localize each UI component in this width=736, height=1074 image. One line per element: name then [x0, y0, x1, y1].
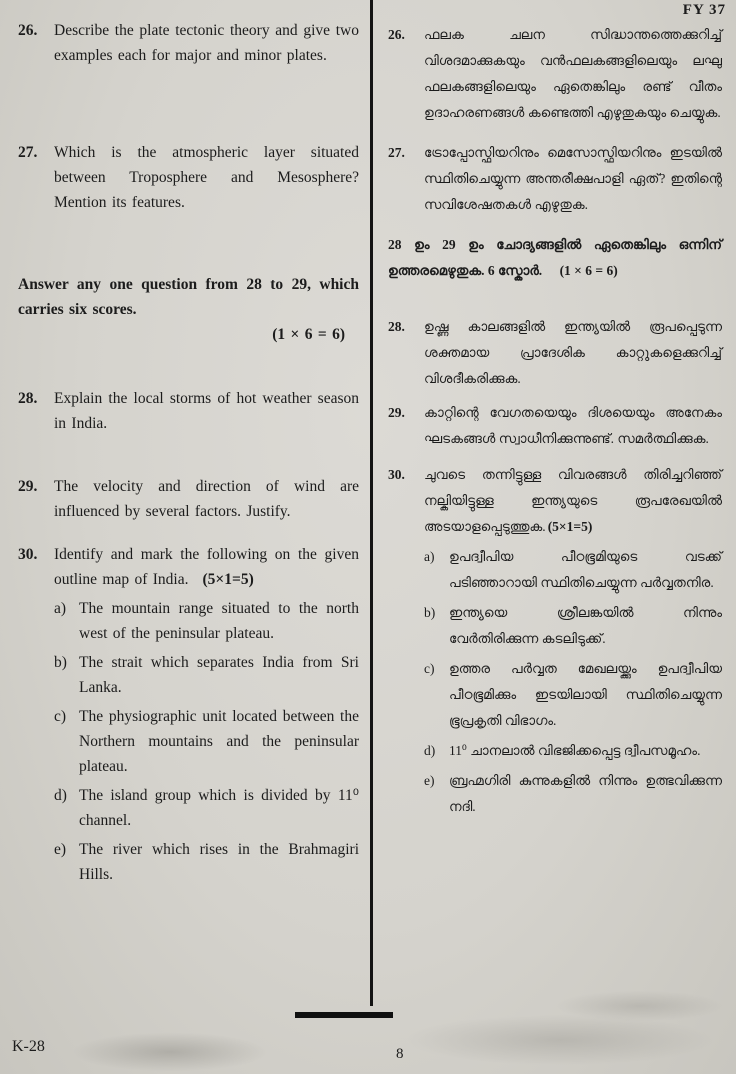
item-label: a)	[54, 600, 67, 617]
map-item-e-en	[54, 837, 359, 887]
item-text: 11⁰ ചാനലാൽ വിഭജിക്കപ്പെട്ട ദ്വീപസമൂഹം.	[449, 743, 701, 758]
map-item-e-ml	[424, 768, 722, 820]
map-item-c-ml	[424, 656, 722, 734]
item-text: ഉത്തര പർവ്വത മേഖലയ്ക്കും ഉപദ്വീപിയ പീഠഭൂമിക്കും ഇടയിലായി സ്ഥിതിചെയ്യുന്ന ഭൂപ്രകൃതി വിഭാഗം.	[449, 661, 722, 728]
map-item-c-en	[54, 704, 359, 779]
question-number: 28.	[388, 319, 405, 334]
question-29-ml	[388, 400, 722, 452]
item-text: ഉപദ്വീപിയ പീഠഭൂമിയുടെ വടക്ക് പടിഞ്ഞാറായി സ്ഥിതിചെയ്യുന്ന പർവ്വതനിര.	[449, 549, 722, 590]
question-30-ml	[388, 462, 722, 820]
item-text: The physiographic unit located between the Northern mountains and the peninsular plateau.	[79, 708, 359, 775]
footer-rule	[295, 1012, 393, 1018]
map-item-d-ml	[424, 738, 722, 764]
map-item-a-ml	[424, 544, 722, 596]
item-label: d)	[424, 743, 436, 758]
item-text: The mountain range situated to the north west of the peninsular plateau.	[79, 600, 359, 642]
map-item-b-en	[54, 650, 359, 700]
item-label: e)	[424, 773, 435, 788]
question-marks: (5×1=5)	[202, 571, 254, 588]
item-label: e)	[54, 841, 67, 858]
question-text: ഫലക ചലന സിദ്ധാന്തത്തെക്കുറിച്ച് വിശദമാക്കുകയും വൻഫലകങ്ങളിലെയും ലഘു ഫലകങ്ങളിലെയും ഏതെങ്കിലും രണ്ട് വീതം ഉദാഹരണങ്ങൾ കണ്ടെത്തി എഴുതുകയും ചെയ്യുക.	[424, 27, 722, 120]
question-27-en	[18, 140, 359, 215]
column-divider-line	[370, 0, 373, 1006]
question-26-en	[18, 18, 359, 68]
paper-code: FY 37	[682, 2, 726, 18]
question-body	[54, 542, 359, 887]
map-item-d-en	[54, 783, 359, 833]
question-text: Describe the plate tectonic theory and give two examples each for major and minor plates.	[54, 22, 359, 64]
question-text: Explain the local storms of hot weather season in India.	[54, 390, 359, 432]
item-label: b)	[424, 605, 436, 620]
section-instruction-ml	[388, 232, 722, 284]
question-marks: (5×1=5)	[547, 519, 593, 534]
question-text: ചുവടെ തന്നിട്ടുള്ള വിവരങ്ങൾ തിരിച്ചറിഞ്ഞ് നല്കിയിട്ടുള്ള ഇന്ത്യയുടെ രൂപരേഖയിൽ അടയാളപ്പെടുത്തുക.	[424, 467, 722, 534]
question-number: 27.	[388, 145, 405, 160]
question-number: 27.	[18, 144, 38, 161]
map-item-b-ml	[424, 600, 722, 652]
question-number: 30.	[388, 467, 405, 482]
item-text: The river which rises in the Brahmagiri Hills.	[79, 841, 359, 883]
question-28-ml	[388, 314, 722, 392]
question-text: കാറ്റിന്റെ വേഗതയെയും ദിശയെയും അനേകം ഘടകങ്ങൾ സ്വാധീനിക്കുന്നുണ്ട്. സമർത്ഥിക്കുക.	[424, 405, 722, 446]
question-number: 30.	[18, 546, 38, 563]
malayalam-column	[388, 0, 722, 820]
item-label: c)	[424, 661, 435, 676]
map-item-a-en	[54, 596, 359, 646]
question-30-en	[18, 542, 359, 887]
question-29-en	[18, 474, 359, 524]
question-number: 26.	[18, 22, 38, 39]
question-body	[424, 462, 722, 820]
question-number: 28.	[18, 390, 38, 407]
question-number: 26.	[388, 27, 405, 42]
instruction-text: 28 ഉം 29 ഉം ചോദ്യങ്ങളിൽ ഏതെങ്കിലും ഒന്നിന് ഉത്തരമെഴുതുക. 6 സ്കോർ.	[388, 237, 722, 278]
question-number: 29.	[388, 405, 405, 420]
question-text: The velocity and direction of wind are influenced by several factors. Justify.	[54, 478, 359, 520]
question-text: ഉഷ്ണ കാലങ്ങളിൽ ഇന്ത്യയിൽ രൂപപ്പെടുന്ന ശക്തമായ പ്രാദേശിക കാറ്റുകളെക്കുറിച്ച് വിശദീകരിക്കുക.	[424, 319, 722, 386]
item-text: ഇന്ത്യയെ ശ്രീലങ്കയിൽ നിന്നും വേർതിരിക്കുന്ന കടലിടുക്ക്.	[449, 605, 722, 646]
item-label: c)	[54, 708, 67, 725]
question-text: Which is the atmospheric layer situated between Troposphere and Mesosphere? Mention its features.	[54, 144, 359, 211]
item-text: ബ്രഹ്മഗിരി കുന്നുകളിൽ നിന്നും ഉത്ഭവിക്കുന്ന നദി.	[449, 773, 722, 814]
section-marks-ml: (1 × 6 = 6)	[559, 263, 618, 278]
item-label: d)	[54, 787, 67, 804]
footer-paper-code: K-28	[12, 1038, 45, 1055]
question-26-ml	[388, 22, 722, 126]
item-text: The strait which separates India from Sri Lanka.	[79, 654, 359, 696]
section-instruction-en: Answer any one question from 28 to 29, which carries six scores.	[18, 276, 359, 318]
section-marks-en: (1 × 6 = 6)	[272, 326, 345, 343]
item-label: b)	[54, 654, 67, 671]
question-28-en	[18, 386, 359, 436]
page-number: 8	[396, 1046, 404, 1062]
english-column	[18, 0, 359, 887]
question-number: 29.	[18, 478, 38, 495]
question-text: ട്രോപ്പോസ്ഫിയറിനും മെസോസ്ഫിയറിനും ഇടയിൽ സ്ഥിതിചെയ്യുന്ന അന്തരീക്ഷപാളി ഏത്? ഇതിന്റെ സവിശേഷതകൾ എഴുതുക.	[424, 145, 722, 212]
item-text: The island group which is divided by 11⁰ channel.	[79, 787, 359, 829]
item-label: a)	[424, 549, 435, 564]
question-27-ml	[388, 140, 722, 218]
question-text: Identify and mark the following on the given outline map of India.	[54, 546, 359, 588]
